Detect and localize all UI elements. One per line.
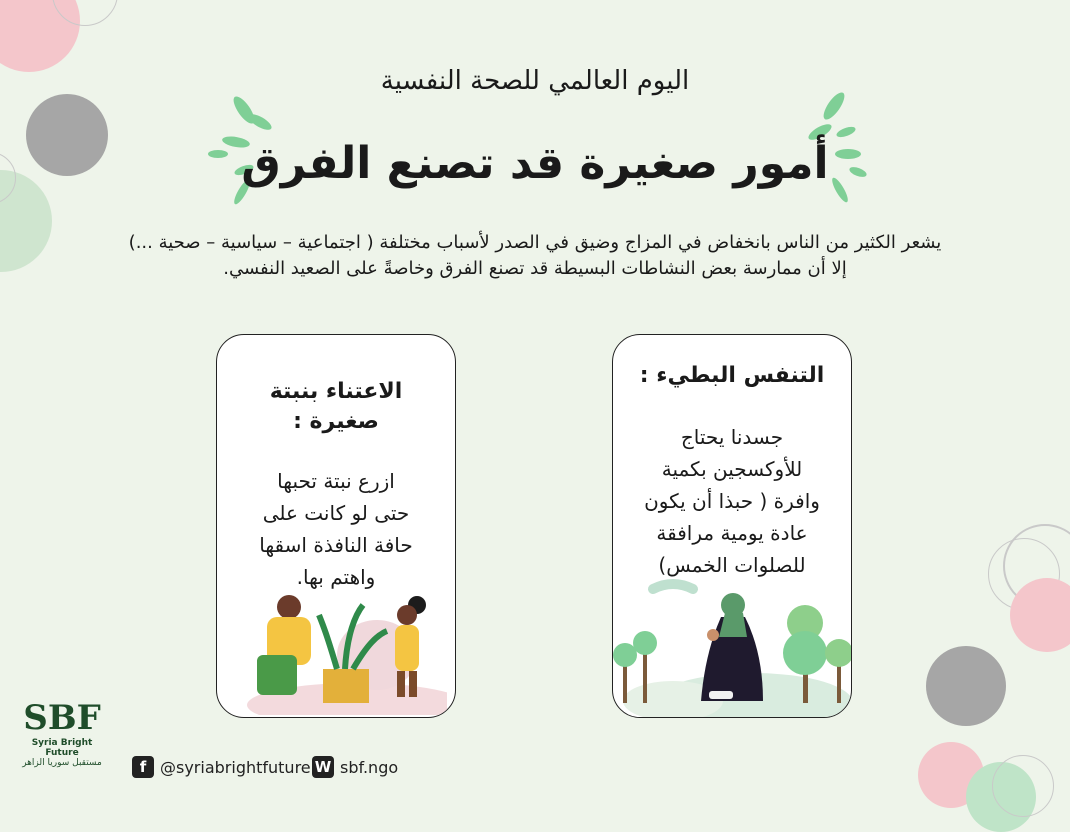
decor-circle-grey-right — [926, 646, 1006, 726]
decor-ring-bottom — [992, 755, 1054, 817]
facebook-link[interactable] — [132, 756, 311, 778]
card-breathing-body — [629, 421, 835, 581]
card-plant-heading-line-1: الاعتناء بنبتة — [269, 379, 403, 404]
card-plant-care — [216, 334, 456, 718]
page-subtitle: اليوم العالمي للصحة النفسية — [380, 66, 690, 96]
card-plant-heading — [237, 377, 435, 437]
logo-mark: SBF — [23, 698, 101, 738]
facebook-handle: @syriabrightfuture — [160, 757, 311, 777]
logo-name-ar: مستقبل سوريا الزاهر — [22, 758, 102, 768]
gardening-illustration — [227, 585, 447, 715]
card-breathing-body-line: وافرة ( حبذا أن يكون — [644, 489, 820, 513]
card-slow-breathing — [612, 334, 852, 718]
card-breathing-body-line: للصلوات الخمس) — [658, 553, 806, 577]
intro-line-1: يشعر الكثير من الناس بانخفاض في المزاج وضيق في الصدر لأسباب مختلفة ( اجتماعية – سياسية – صحية ...) — [128, 232, 942, 253]
card-breathing-heading: التنفس البطيء : — [639, 363, 825, 388]
wordpress-icon: W — [312, 756, 334, 778]
facebook-icon: f — [132, 756, 154, 778]
card-plant-body-line: حتى لو كانت على — [262, 501, 410, 525]
card-breathing-body-line: جسدنا يحتاج — [680, 425, 784, 449]
card-plant-body — [233, 465, 439, 593]
page-title: أمور صغيرة قد تصنع الفرق — [241, 138, 829, 189]
sbf-logo — [22, 698, 102, 768]
website-link[interactable] — [312, 756, 398, 778]
card-breathing-body-line: عادة يومية مرافقة — [656, 521, 808, 545]
intro-line-2: إلا أن ممارسة بعض النشاطات البسيطة قد تصنع الفرق وخاصةً على الصعيد النفسي. — [223, 258, 847, 279]
logo-name-en: Syria Bright Future — [31, 738, 93, 758]
intro-paragraph — [100, 230, 970, 282]
card-breathing-body-line: للأوكسجين بكمية — [661, 457, 803, 481]
card-plant-body-line: ازرع نبتة تحبها — [277, 469, 395, 493]
website-url: sbf.ngo — [340, 757, 399, 777]
card-plant-heading-line-2: صغيرة : — [293, 409, 379, 434]
card-plant-body-line: واهتم بها. — [296, 565, 376, 589]
decor-circle-pink-right — [1010, 578, 1070, 652]
card-plant-body-line: حافة النافذة اسقها — [259, 533, 413, 557]
prayer-illustration — [613, 573, 851, 717]
